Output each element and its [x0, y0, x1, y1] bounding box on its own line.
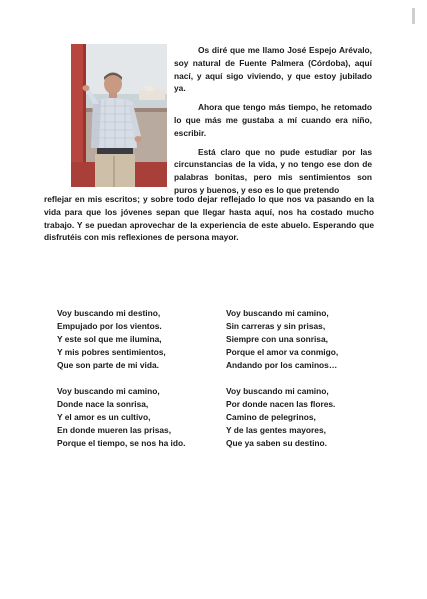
poem-stanza: [226, 307, 338, 372]
poem-line: Sin carreras y sin prisas,: [226, 321, 326, 331]
intro-paragraph: Está claro que no pude estudiar por las circunstancias de la vida, y no tengo ese don de palabras bonitas, pero mis sentimientos son puros y buenos, y eso es lo que pretendo: [174, 146, 372, 195]
poem-stanza: [226, 385, 338, 450]
scan-mark: [412, 8, 415, 24]
intro-paragraph: Os diré que me llamo José Espejo Arévalo, soy natural de Fuente Palmera (Córdoba), aquí nací, y aquí sigo viviendo, y que estoy jubilado ya.: [174, 45, 372, 94]
poem-line: Andando por los caminos…: [226, 360, 338, 370]
poem-line: Voy buscando mi camino,: [226, 308, 329, 318]
poem-stanza: [57, 307, 185, 372]
poem-line: Por donde nacen las flores.: [226, 399, 336, 409]
poem-line: Y de las gentes mayores,: [226, 425, 326, 435]
poem-line: Que ya saben su destino.: [226, 438, 327, 448]
intro-paragraph: Ahora que tengo más tiempo, he retomado lo que más me gustaba a mí cuando era niño, escribir.: [174, 102, 372, 138]
poem-column-right: [226, 307, 338, 463]
poem-line: Y el amor es un cultivo,: [57, 412, 151, 422]
poem-line: Voy buscando mi camino,: [57, 386, 160, 396]
poem-line: Donde nace la sonrisa,: [57, 399, 149, 409]
poem-line: Y mis pobres sentimientos,: [57, 347, 166, 357]
poem-line: Que son parte de mi vida.: [57, 360, 159, 370]
poem-line: Empujado por los vientos.: [57, 321, 162, 331]
intro-text: [174, 44, 372, 203]
poem-line: Siempre con una sonrisa,: [226, 334, 328, 344]
intro-continuation: [44, 193, 374, 244]
continuation-paragraph: reflejar en mis escritos; y sobre todo dejar reflejado lo que nos va pasando en la vida para que los jóvenes sepan que llegar hasta aquí, nos ha costado mucho trabajo. Y se puedan aprovechar de la experiencia de este abuelo. Esperando que disfrutéis con mis reflexiones de persona mayor.: [44, 194, 374, 243]
poem-line: Porque el amor va conmigo,: [226, 347, 339, 357]
poem-line: Voy buscando mi camino,: [226, 386, 329, 396]
poem-line: Y este sol que me ilumina,: [57, 334, 162, 344]
author-photo: [71, 44, 167, 187]
poem-line: Porque el tiempo, se nos ha ido.: [57, 438, 186, 448]
poem-line: Voy buscando mi destino,: [57, 308, 161, 318]
poem-line: En donde mueren las prisas,: [57, 425, 172, 435]
poem-line: Camino de pelegrinos,: [226, 412, 316, 422]
poem-stanza: [57, 385, 185, 450]
poem-column-left: [57, 307, 185, 463]
